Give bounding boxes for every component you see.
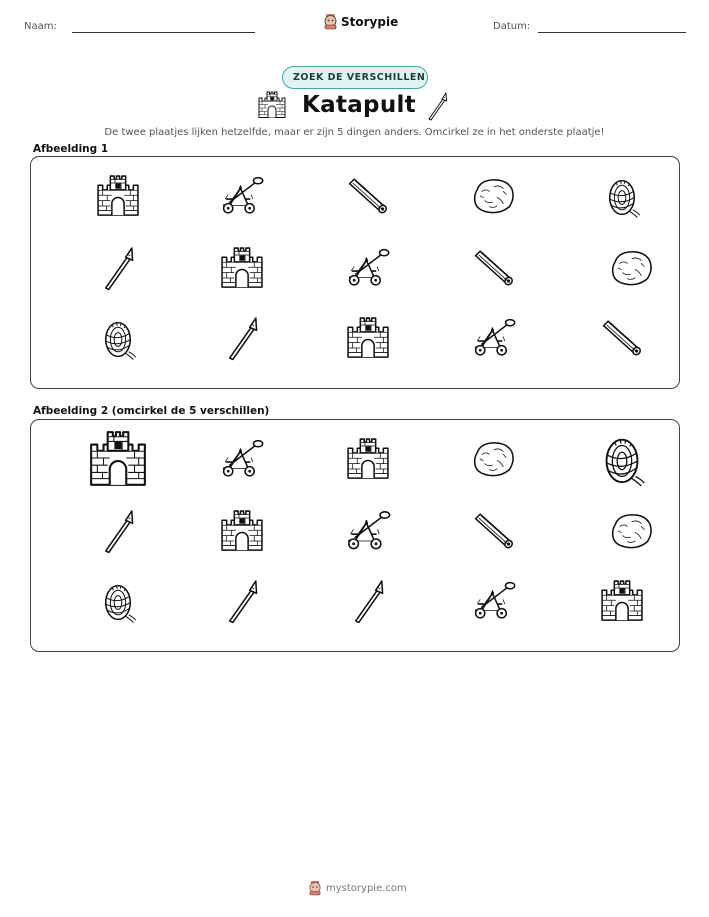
picture2-item-r1c4[interactable]	[471, 436, 517, 482]
picture1-item-r3c5	[599, 315, 645, 361]
catapult-icon	[219, 173, 265, 219]
castle-icon	[219, 245, 265, 291]
rope-icon	[593, 430, 651, 488]
picture2-item-r3c3[interactable]	[345, 578, 391, 624]
castle-icon	[219, 508, 265, 554]
catapult-icon	[219, 436, 265, 482]
log-icon	[471, 508, 517, 554]
picture2-item-r1c3[interactable]	[345, 436, 391, 482]
castle-icon	[87, 428, 149, 490]
catapult-icon	[344, 507, 392, 555]
spear-icon	[95, 245, 141, 291]
spear-icon	[345, 578, 391, 624]
spear-icon	[95, 508, 141, 554]
picture1-panel	[30, 156, 680, 389]
footer	[308, 880, 407, 896]
storypie-mascot-icon	[323, 13, 338, 30]
picture1-item-r3c4	[471, 315, 517, 361]
picture2-item-r2c4[interactable]	[471, 508, 517, 554]
picture1-item-r2c4	[471, 245, 517, 291]
activity-badge: ZOEK DE VERSCHILLEN	[282, 66, 428, 89]
picture2-panel[interactable]	[30, 419, 680, 652]
footer-url: mystorypie.com	[326, 882, 407, 894]
picture2-item-r3c5[interactable]	[599, 578, 645, 624]
log-icon	[345, 173, 391, 219]
picture2-item-r2c2[interactable]	[219, 508, 265, 554]
castle-icon	[599, 578, 645, 624]
name-line[interactable]	[72, 32, 255, 33]
picture1-item-r2c1	[95, 245, 141, 291]
picture2-item-r2c3[interactable]	[344, 507, 392, 555]
picture1-item-r2c3	[345, 245, 391, 291]
instructions: De twee plaatjes lijken hetzelfde, maar er zijn 5 dingen anders. Omcirkel ze in het onderste plaatje!	[104, 127, 605, 138]
catapult-icon	[471, 578, 517, 624]
picture2-item-r2c1[interactable]	[95, 508, 141, 554]
log-icon	[471, 245, 517, 291]
picture1-item-r3c3	[345, 315, 391, 361]
storypie-mascot-icon	[308, 880, 322, 896]
spear-icon	[219, 578, 265, 624]
spear-icon	[219, 315, 265, 361]
catapult-icon	[345, 245, 391, 291]
picture1-item-r1c1	[95, 173, 141, 219]
picture2-item-r1c2[interactable]	[219, 436, 265, 482]
castle-icon	[95, 173, 141, 219]
picture1-item-r1c4	[471, 173, 517, 219]
picture2-item-r2c5[interactable]	[609, 508, 655, 554]
rope-icon	[95, 578, 141, 624]
picture2-item-r1c1[interactable]	[87, 428, 149, 490]
castle-icon	[345, 436, 391, 482]
picture2-item-r3c1[interactable]	[95, 578, 141, 624]
rock-icon	[609, 508, 655, 554]
picture1-item-r1c2	[219, 173, 265, 219]
rock-icon	[609, 245, 655, 291]
picture2-label: Afbeelding 2 (omcirkel de 5 verschillen)	[33, 405, 270, 417]
picture1-item-r2c5	[609, 245, 655, 291]
page-title: Katapult	[302, 92, 416, 118]
picture1-label: Afbeelding 1	[33, 143, 109, 155]
date-label: Datum:	[493, 21, 531, 32]
date-line[interactable]	[538, 32, 686, 33]
picture1-item-r3c2	[219, 315, 265, 361]
picture2-item-r3c4[interactable]	[471, 578, 517, 624]
rock-icon	[471, 436, 517, 482]
title-spear-icon	[423, 91, 451, 125]
picture1-item-r2c2	[219, 245, 265, 291]
rope-icon	[599, 173, 645, 219]
picture1-item-r1c3	[345, 173, 391, 219]
castle-icon	[345, 315, 391, 361]
picture2-item-r3c2[interactable]	[219, 578, 265, 624]
name-label: Naam:	[24, 21, 57, 32]
picture1-item-r3c1	[95, 315, 141, 361]
catapult-icon	[471, 315, 517, 361]
brand-name: Storypie	[341, 14, 399, 29]
brand-logo	[323, 13, 398, 30]
rope-icon	[95, 315, 141, 361]
picture2-item-r1c5[interactable]	[593, 430, 651, 488]
log-icon	[599, 315, 645, 361]
picture1-item-r1c5	[599, 173, 645, 219]
title-castle-icon	[257, 91, 287, 123]
rock-icon	[471, 173, 517, 219]
